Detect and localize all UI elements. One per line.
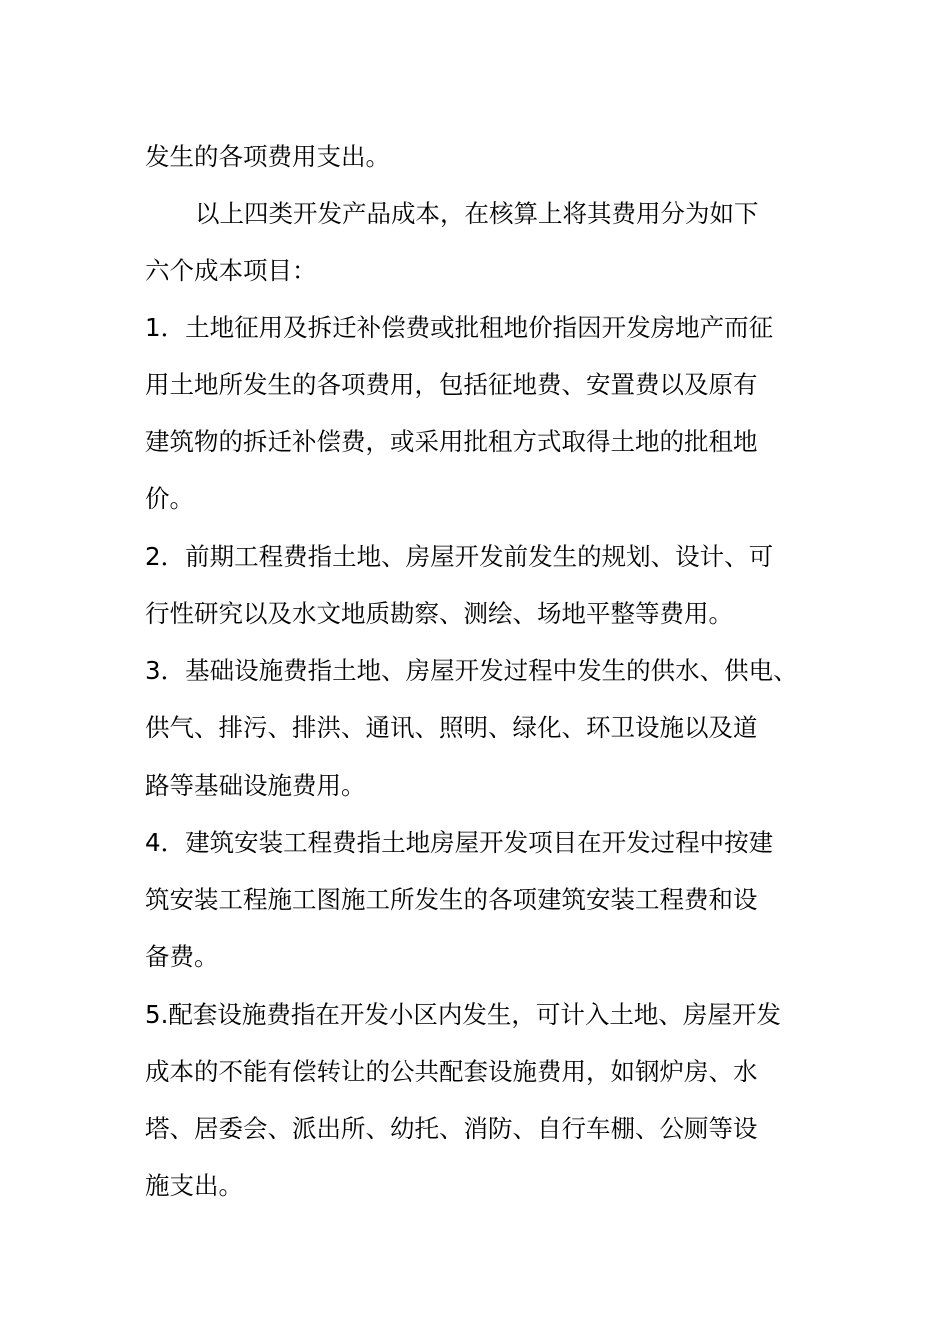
text-line: 用土地所发生的各项费用，包括征地费、安置费以及原有 <box>145 370 758 399</box>
text-line: 供气、排污、排洪、通讯、照明、绿化、环卫设施以及道 <box>145 713 758 742</box>
text-line: 筑安装工程施工图施工所发生的各项建筑安装工程费和设 <box>145 885 758 914</box>
text-line: 路等基础设施费用。 <box>145 771 366 800</box>
list-item-2-line: 2．前期工程费指土地、房屋开发前发生的规划、设计、可 <box>145 542 774 571</box>
list-item-5-line: 5.配套设施费指在开发小区内发生，可计入土地、房屋开发 <box>145 1000 781 1029</box>
text-line: 建筑物的拆迁补偿费，或采用批租方式取得土地的批租地 <box>145 427 758 456</box>
text-line: 成本的不能有偿转让的公共配套设施费用，如钢炉房、水 <box>145 1057 758 1086</box>
paragraph-first-line: 以上四类开发产品成本，在核算上将其费用分为如下 <box>195 199 759 228</box>
text-line: 六个成本项目： <box>145 256 317 285</box>
text-line: 发生的各项费用支出。 <box>145 142 390 171</box>
text-line: 塔、居委会、派出所、幼托、消防、自行车棚、公厕等设 <box>145 1114 758 1143</box>
text-line: 行性研究以及水文地质勘察、测绘、场地平整等费用。 <box>145 599 733 628</box>
list-item-3-line: 3．基础设施费指土地、房屋开发过程中发生的供水、供电、 <box>145 656 798 685</box>
text-line: 施支出。 <box>145 1171 243 1200</box>
text-line: 价。 <box>145 484 194 513</box>
list-item-1-line: 1．土地征用及拆迁补偿费或批租地价指因开发房地产而征 <box>145 313 774 342</box>
text-line: 备费。 <box>145 942 219 971</box>
list-item-4-line: 4．建筑安装工程费指土地房屋开发项目在开发过程中按建 <box>145 828 774 857</box>
